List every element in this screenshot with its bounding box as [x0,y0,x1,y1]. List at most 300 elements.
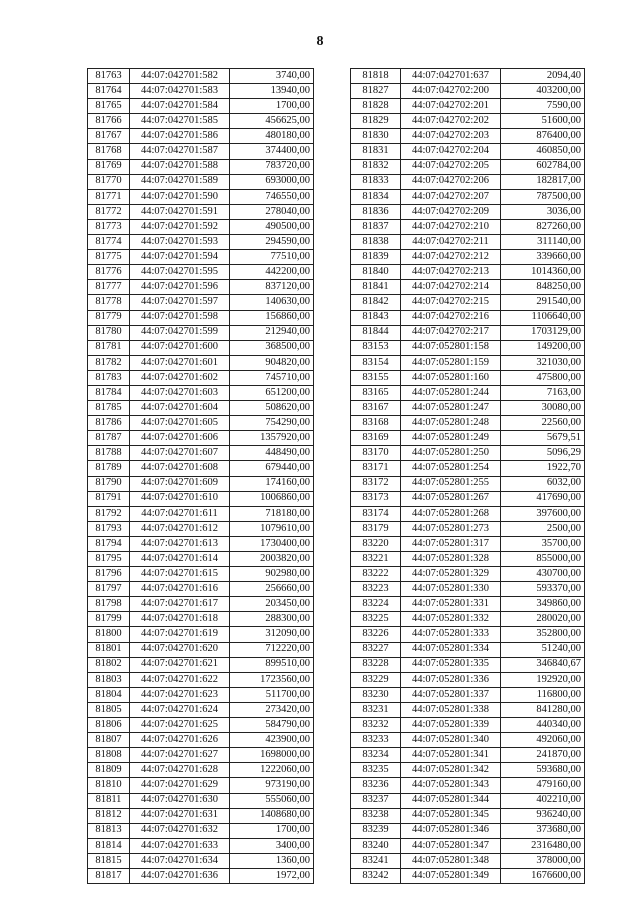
table-row [88,718,314,733]
table-row [351,687,585,702]
value-cell: 349860,00 [501,597,585,612]
cadastral-number-cell: 44:07:042702:214 [401,280,501,295]
value-cell: 3740,00 [230,69,314,84]
cadastral-number-cell: 44:07:052801:332 [401,612,501,627]
table-row [88,144,314,159]
value-cell: 2003820,00 [230,552,314,567]
cadastral-number-cell: 44:07:042702:211 [401,235,501,250]
row-number-cell: 83230 [351,687,401,702]
cadastral-number-cell: 44:07:042701:582 [130,69,230,84]
value-cell: 936240,00 [501,808,585,823]
table-row [351,582,585,597]
row-number-cell: 81799 [88,612,130,627]
table-row [351,853,585,868]
row-number-cell: 83174 [351,506,401,521]
table-row [351,250,585,265]
table-row [351,446,585,461]
value-cell: 212940,00 [230,325,314,340]
row-number-cell: 83236 [351,778,401,793]
row-number-cell: 81804 [88,687,130,702]
row-number-cell: 81806 [88,718,130,733]
value-cell: 679440,00 [230,461,314,476]
value-cell: 440340,00 [501,718,585,733]
value-cell: 13940,00 [230,84,314,99]
table-row [351,597,585,612]
table-row [88,853,314,868]
table-row [88,385,314,400]
row-number-cell: 81765 [88,99,130,114]
cadastral-number-cell: 44:07:052801:342 [401,763,501,778]
table-row [351,793,585,808]
value-cell: 783720,00 [230,159,314,174]
page-number: 8 [316,34,324,49]
cadastral-number-cell: 44:07:042701:629 [130,778,230,793]
cadastral-number-cell: 44:07:042701:621 [130,657,230,672]
table-row [351,144,585,159]
cadastral-number-cell: 44:07:052801:337 [401,687,501,702]
row-number-cell: 81782 [88,355,130,370]
cadastral-number-cell: 44:07:052801:340 [401,733,501,748]
row-number-cell: 81829 [351,114,401,129]
cadastral-number-cell: 44:07:042701:585 [130,114,230,129]
value-cell: 5096,29 [501,446,585,461]
cadastral-number-cell: 44:07:042701:600 [130,340,230,355]
value-cell: 397600,00 [501,506,585,521]
cadastral-number-cell: 44:07:042701:611 [130,506,230,521]
table-row [88,748,314,763]
cadastral-number-cell: 44:07:042701:589 [130,174,230,189]
cadastral-number-cell: 44:07:052801:329 [401,567,501,582]
row-number-cell: 81768 [88,144,130,159]
table-row [88,355,314,370]
row-number-cell: 81841 [351,280,401,295]
row-number-cell: 83234 [351,748,401,763]
row-number-cell: 83239 [351,823,401,838]
row-number-cell: 81788 [88,446,130,461]
cadastral-number-cell: 44:07:052801:267 [401,491,501,506]
value-cell: 291540,00 [501,295,585,310]
value-cell: 492060,00 [501,733,585,748]
value-cell: 346840,67 [501,657,585,672]
value-cell: 837120,00 [230,280,314,295]
cadastral-number-cell: 44:07:052801:349 [401,868,501,883]
cadastral-number-cell: 44:07:052801:273 [401,521,501,536]
cadastral-number-cell: 44:07:052801:248 [401,416,501,431]
value-cell: 3400,00 [230,838,314,853]
row-number-cell: 83171 [351,461,401,476]
cadastral-number-cell: 44:07:042701:634 [130,853,230,868]
row-number-cell: 81817 [88,868,130,883]
table-row [351,567,585,582]
cadastral-number-cell: 44:07:052801:247 [401,401,501,416]
value-cell: 352800,00 [501,627,585,642]
row-number-cell: 83232 [351,718,401,733]
cadastral-number-cell: 44:07:042702:209 [401,204,501,219]
row-number-cell: 83231 [351,702,401,717]
table-row [88,325,314,340]
row-number-cell: 83155 [351,370,401,385]
row-number-cell: 81780 [88,325,130,340]
cadastral-number-cell: 44:07:042701:626 [130,733,230,748]
table-row [351,265,585,280]
value-cell: 402210,00 [501,793,585,808]
table-row [88,763,314,778]
table-row [351,129,585,144]
cadastral-number-cell: 44:07:042702:203 [401,129,501,144]
table-row [88,114,314,129]
row-number-cell: 83222 [351,567,401,582]
row-number-cell: 83168 [351,416,401,431]
row-number-cell: 81773 [88,219,130,234]
row-number-cell: 81812 [88,808,130,823]
table-row [88,627,314,642]
value-cell: 51240,00 [501,642,585,657]
row-number-cell: 83220 [351,536,401,551]
table-row [88,431,314,446]
row-number-cell: 83233 [351,733,401,748]
value-cell: 5679,51 [501,431,585,446]
table-row [88,733,314,748]
row-number-cell: 81801 [88,642,130,657]
cadastral-number-cell: 44:07:052801:344 [401,793,501,808]
table-row [88,823,314,838]
row-number-cell: 81842 [351,295,401,310]
cadastral-number-cell: 44:07:042701:601 [130,355,230,370]
value-cell: 311140,00 [501,235,585,250]
cadastral-number-cell: 44:07:052801:160 [401,370,501,385]
value-cell: 312090,00 [230,627,314,642]
value-cell: 593370,00 [501,582,585,597]
table-row [88,84,314,99]
cadastral-number-cell: 44:07:052801:336 [401,672,501,687]
value-cell: 460850,00 [501,144,585,159]
cadastral-number-cell: 44:07:042701:603 [130,385,230,400]
cadastral-number-cell: 44:07:042701:616 [130,582,230,597]
cadastral-number-cell: 44:07:052801:346 [401,823,501,838]
value-cell: 339660,00 [501,250,585,265]
row-number-cell: 81787 [88,431,130,446]
value-cell: 3036,00 [501,204,585,219]
value-cell: 423900,00 [230,733,314,748]
table-row [351,370,585,385]
value-cell: 156860,00 [230,310,314,325]
table-row [88,687,314,702]
value-cell: 7163,00 [501,385,585,400]
cadastral-number-cell: 44:07:042701:637 [401,69,501,84]
table-row [88,174,314,189]
value-cell: 855000,00 [501,552,585,567]
row-number-cell: 81793 [88,521,130,536]
table-row [88,778,314,793]
table-row [351,718,585,733]
value-cell: 1703129,00 [501,325,585,340]
cadastral-number-cell: 44:07:042701:612 [130,521,230,536]
table-row [88,597,314,612]
table-row [351,219,585,234]
cadastral-number-cell: 44:07:042702:201 [401,99,501,114]
row-number-cell: 83240 [351,838,401,853]
cadastral-number-cell: 44:07:042701:583 [130,84,230,99]
row-number-cell: 81792 [88,506,130,521]
value-cell: 555060,00 [230,793,314,808]
value-cell: 2500,00 [501,521,585,536]
value-cell: 746550,00 [230,189,314,204]
table-row [88,280,314,295]
table-row [351,416,585,431]
table-row [351,204,585,219]
row-number-cell: 83172 [351,476,401,491]
row-number-cell: 81789 [88,461,130,476]
cadastral-number-cell: 44:07:042702:216 [401,310,501,325]
cadastral-number-cell: 44:07:042701:591 [130,204,230,219]
cadastral-number-cell: 44:07:042701:633 [130,838,230,853]
cadastral-number-cell: 44:07:042702:213 [401,265,501,280]
cadastral-number-cell: 44:07:042701:588 [130,159,230,174]
value-cell: 288300,00 [230,612,314,627]
row-number-cell: 83224 [351,597,401,612]
table-row [88,808,314,823]
value-cell: 1360,00 [230,853,314,868]
table-row [88,99,314,114]
value-cell: 584790,00 [230,718,314,733]
cadastral-number-cell: 44:07:042702:202 [401,114,501,129]
table-row [88,204,314,219]
table-row [351,431,585,446]
value-cell: 848250,00 [501,280,585,295]
table-row [88,506,314,521]
table-row [351,159,585,174]
table-row [88,536,314,551]
table-row [88,129,314,144]
row-number-cell: 81805 [88,702,130,717]
value-cell: 651200,00 [230,385,314,400]
cadastral-number-cell: 44:07:042701:620 [130,642,230,657]
row-number-cell: 81786 [88,416,130,431]
cadastral-number-cell: 44:07:052801:328 [401,552,501,567]
cadastral-number-cell: 44:07:042701:617 [130,597,230,612]
value-cell: 1700,00 [230,99,314,114]
value-cell: 827260,00 [501,219,585,234]
row-number-cell: 83225 [351,612,401,627]
value-cell: 1700,00 [230,823,314,838]
table-row [351,506,585,521]
table-row [351,536,585,551]
value-cell: 745710,00 [230,370,314,385]
row-number-cell: 81763 [88,69,130,84]
cadastral-number-cell: 44:07:042701:636 [130,868,230,883]
value-cell: 1079610,00 [230,521,314,536]
cadastral-number-cell: 44:07:042701:615 [130,567,230,582]
table-row [88,295,314,310]
row-number-cell: 81830 [351,129,401,144]
value-cell: 593680,00 [501,763,585,778]
value-cell: 442200,00 [230,265,314,280]
cadastral-number-cell: 44:07:052801:330 [401,582,501,597]
cadastral-number-cell: 44:07:042702:210 [401,219,501,234]
table-row [88,310,314,325]
table-row [351,174,585,189]
row-number-cell: 81802 [88,657,130,672]
table-row [351,461,585,476]
value-cell: 77510,00 [230,250,314,265]
row-number-cell: 81839 [351,250,401,265]
table-row [351,310,585,325]
row-number-cell: 81791 [88,491,130,506]
table-row [88,491,314,506]
cadastral-table-right [350,68,585,884]
table-row [351,69,585,84]
table-row [88,370,314,385]
row-number-cell: 81810 [88,778,130,793]
row-number-cell: 81798 [88,597,130,612]
cadastral-number-cell: 44:07:052801:244 [401,385,501,400]
cadastral-number-cell: 44:07:052801:317 [401,536,501,551]
row-number-cell: 81843 [351,310,401,325]
row-number-cell: 81790 [88,476,130,491]
value-cell: 1357920,00 [230,431,314,446]
row-number-cell: 83242 [351,868,401,883]
cadastral-number-cell: 44:07:042701:602 [130,370,230,385]
value-cell: 1408680,00 [230,808,314,823]
value-cell: 448490,00 [230,446,314,461]
row-number-cell: 83221 [351,552,401,567]
value-cell: 403200,00 [501,84,585,99]
cadastral-number-cell: 44:07:042701:610 [130,491,230,506]
cadastral-number-cell: 44:07:042701:618 [130,612,230,627]
cadastral-number-cell: 44:07:052801:339 [401,718,501,733]
cadastral-number-cell: 44:07:042701:597 [130,295,230,310]
table-row [88,69,314,84]
value-cell: 2094,40 [501,69,585,84]
value-cell: 294590,00 [230,235,314,250]
table-row [351,763,585,778]
cadastral-number-cell: 44:07:042701:599 [130,325,230,340]
row-number-cell: 81808 [88,748,130,763]
value-cell: 30080,00 [501,401,585,416]
table-row [351,340,585,355]
cadastral-number-cell: 44:07:042701:604 [130,401,230,416]
table-row [88,657,314,672]
value-cell: 511700,00 [230,687,314,702]
value-cell: 51600,00 [501,114,585,129]
row-number-cell: 81779 [88,310,130,325]
row-number-cell: 81795 [88,552,130,567]
table-row [88,235,314,250]
table-row [351,612,585,627]
cadastral-number-cell: 44:07:052801:250 [401,446,501,461]
cadastral-number-cell: 44:07:042702:217 [401,325,501,340]
value-cell: 182817,00 [501,174,585,189]
cadastral-number-cell: 44:07:042701:605 [130,416,230,431]
row-number-cell: 83179 [351,521,401,536]
row-number-cell: 83167 [351,401,401,416]
row-number-cell: 83237 [351,793,401,808]
cadastral-number-cell: 44:07:042701:586 [130,129,230,144]
value-cell: 7590,00 [501,99,585,114]
row-number-cell: 81811 [88,793,130,808]
table-row [88,702,314,717]
value-cell: 116800,00 [501,687,585,702]
cadastral-number-cell: 44:07:042701:608 [130,461,230,476]
value-cell: 904820,00 [230,355,314,370]
row-number-cell: 81844 [351,325,401,340]
cadastral-number-cell: 44:07:042701:614 [130,552,230,567]
row-number-cell: 83223 [351,582,401,597]
row-number-cell: 81774 [88,235,130,250]
cadastral-number-cell: 44:07:042701:596 [130,280,230,295]
cadastral-number-cell: 44:07:042701:631 [130,808,230,823]
value-cell: 1676600,00 [501,868,585,883]
value-cell: 1922,70 [501,461,585,476]
table-row [351,521,585,536]
table-row [88,521,314,536]
cadastral-number-cell: 44:07:052801:343 [401,778,501,793]
row-number-cell: 81775 [88,250,130,265]
table-row [351,642,585,657]
cadastral-number-cell: 44:07:042701:624 [130,702,230,717]
row-number-cell: 81809 [88,763,130,778]
table-row [88,446,314,461]
table-row [351,868,585,883]
row-number-cell: 83229 [351,672,401,687]
table-row [351,114,585,129]
value-cell: 273420,00 [230,702,314,717]
row-number-cell: 81776 [88,265,130,280]
row-number-cell: 81784 [88,385,130,400]
table-row [351,99,585,114]
row-number-cell: 81778 [88,295,130,310]
table-row [351,235,585,250]
table-row [351,189,585,204]
value-cell: 693000,00 [230,174,314,189]
table-row [351,672,585,687]
cadastral-number-cell: 44:07:042701:584 [130,99,230,114]
row-number-cell: 83228 [351,657,401,672]
cadastral-number-cell: 44:07:042701:619 [130,627,230,642]
table-row [88,189,314,204]
value-cell: 368500,00 [230,340,314,355]
table-row [351,838,585,853]
row-number-cell: 81834 [351,189,401,204]
row-number-cell: 81766 [88,114,130,129]
row-number-cell: 81827 [351,84,401,99]
value-cell: 417690,00 [501,491,585,506]
value-cell: 2316480,00 [501,838,585,853]
value-cell: 876400,00 [501,129,585,144]
cadastral-number-cell: 44:07:042701:607 [130,446,230,461]
table-row [88,159,314,174]
cadastral-number-cell: 44:07:042701:625 [130,718,230,733]
value-cell: 278040,00 [230,204,314,219]
value-cell: 1730400,00 [230,536,314,551]
row-number-cell: 81832 [351,159,401,174]
cadastral-number-cell: 44:07:042701:595 [130,265,230,280]
cadastral-number-cell: 44:07:042701:623 [130,687,230,702]
cadastral-number-cell: 44:07:042701:628 [130,763,230,778]
row-number-cell: 83154 [351,355,401,370]
cadastral-number-cell: 44:07:052801:345 [401,808,501,823]
cadastral-number-cell: 44:07:052801:331 [401,597,501,612]
table-row [88,476,314,491]
row-number-cell: 81803 [88,672,130,687]
row-number-cell: 83241 [351,853,401,868]
cadastral-number-cell: 44:07:042701:622 [130,672,230,687]
cadastral-number-cell: 44:07:042701:592 [130,219,230,234]
table-row [88,461,314,476]
table-row [351,627,585,642]
table-row [351,280,585,295]
table-row [351,702,585,717]
